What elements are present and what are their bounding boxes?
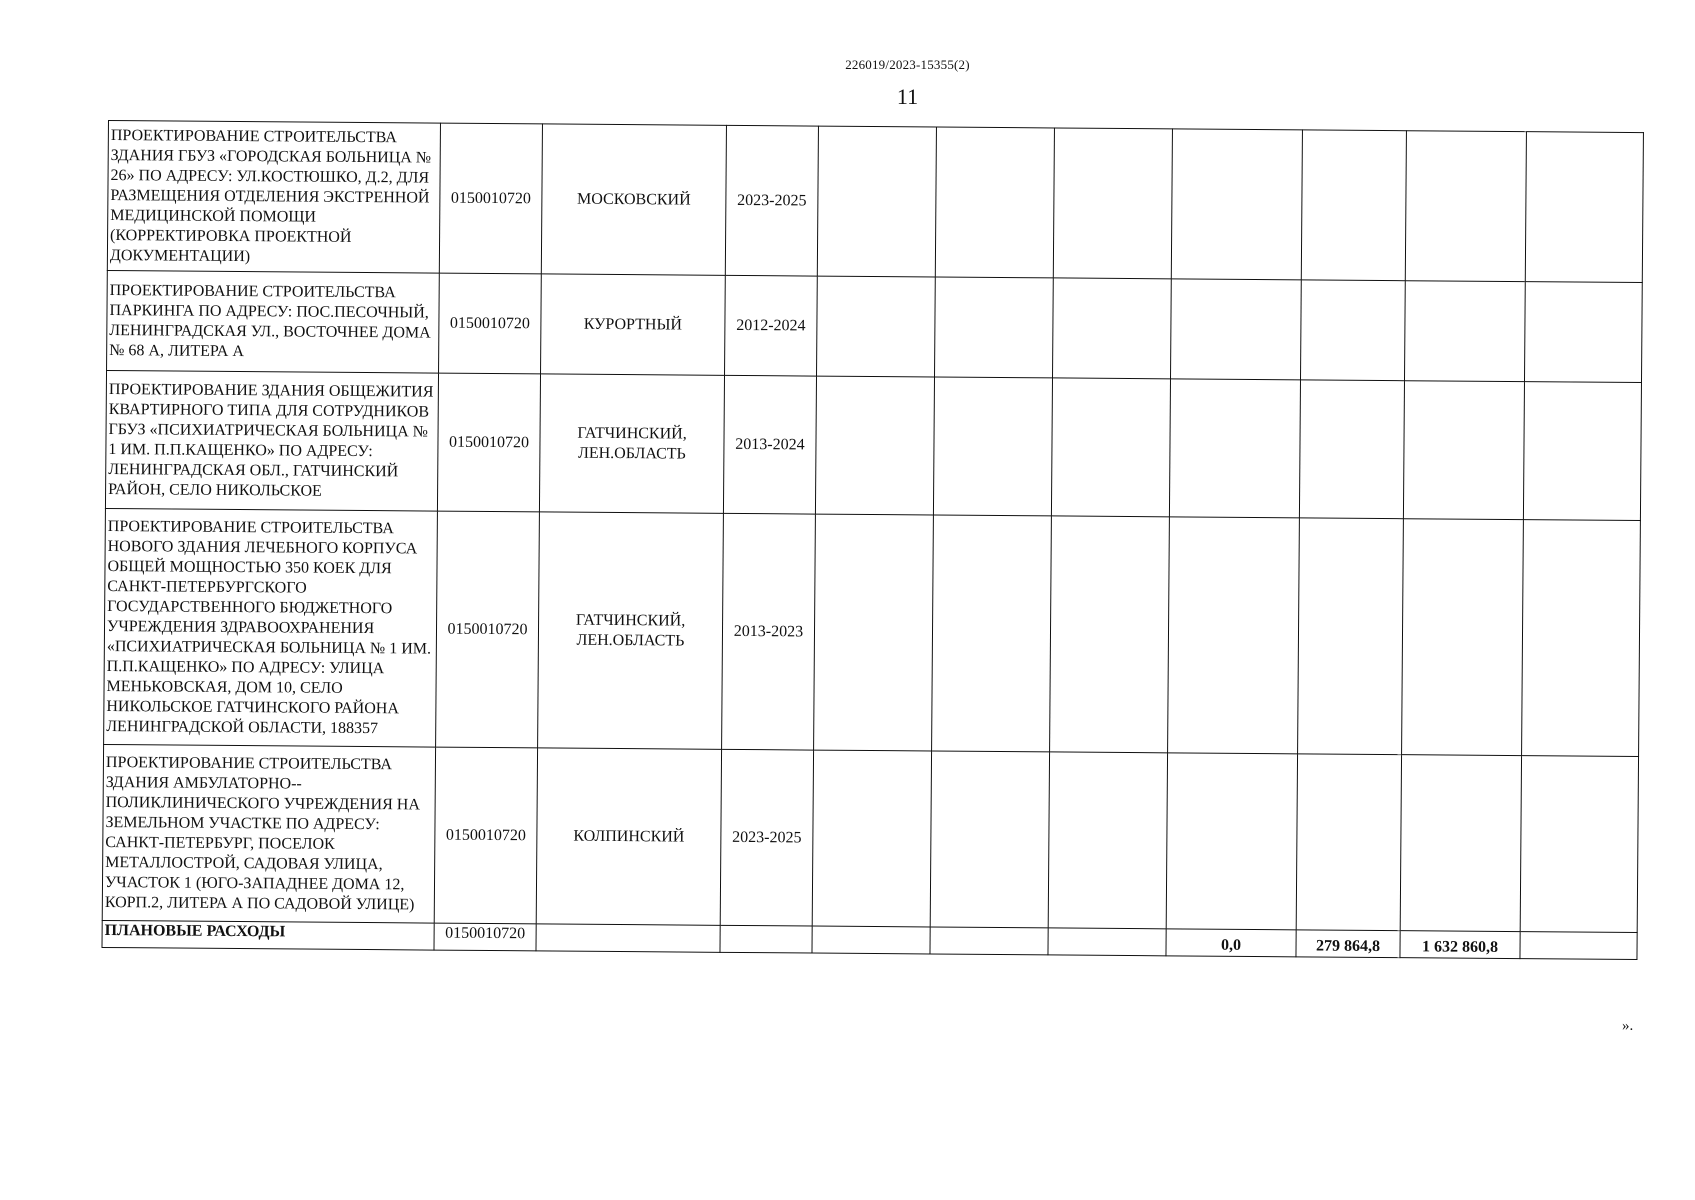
years: 2023-2025 bbox=[720, 749, 813, 926]
empty-cell bbox=[1170, 279, 1301, 380]
budget-code: 0150010720 bbox=[439, 123, 542, 274]
empty-cell bbox=[1523, 382, 1641, 521]
empty-cell bbox=[1299, 380, 1404, 519]
total-value-a: 0,0 bbox=[1166, 929, 1296, 957]
object-name: ПРОЕКТИРОВАНИЕ СТРОИТЕЛЬСТВА ЗДАНИЯ АМБУЛАТОРНО-- ПОЛИКЛИНИЧЕСКОГО УЧРЕЖДЕНИЯ НА ЗЕМЕЛЬНОМ УЧАСТКЕ ПО АДРЕСУ: САНКТ-ПЕТЕРБУРГ, ПОСЕЛОК МЕТАЛЛОСТРОЙ, САДОВАЯ УЛИЦА, УЧАСТОК 1 (ЮГО-ЗАПАДНЕЕ ДОМА 12, КОРП.2, ЛИТЕРА А ПО САДОВОЙ УЛИЦЕ) bbox=[102, 744, 435, 923]
empty-cell bbox=[1524, 282, 1642, 383]
total-label: ПЛАНОВЫЕ РАСХОДЫ bbox=[102, 920, 434, 950]
empty-cell bbox=[1048, 928, 1166, 956]
empty-cell bbox=[1400, 755, 1521, 932]
table-row bbox=[105, 370, 1641, 520]
district: КУРОРТНЫЙ bbox=[541, 274, 726, 375]
object-name: ПРОЕКТИРОВАНИЕ СТРОИТЕЛЬСТВА НОВОГО ЗДАНИЯ ЛЕЧЕБНОГО КОРПУСА ОБЩЕЙ МОЩНОСТЬЮ 350 КОЕК ДЛЯ САНКТ-ПЕТЕРБУРГСКОГО ГОСУДАРСТВЕННОГО БЮДЖЕТНОГО УЧРЕЖДЕНИЯ ЗДРАВООХРАНЕНИЯ «ПСИХИАТРИЧЕСКАЯ БОЛЬНИЦА № 1 ИМ. П.П.КАЩЕНКО» ПО АДРЕСУ: УЛИЦА МЕНЬКОВСКАЯ, ДОМ 10, СЕЛО НИКОЛЬСКОЕ ГАТЧИНСКОГО РАЙОНА ЛЕНИНГРАДСКОЙ ОБЛАСТИ, 188357 bbox=[104, 508, 438, 747]
empty-cell bbox=[1168, 517, 1300, 754]
empty-cell bbox=[1301, 130, 1406, 281]
empty-cell bbox=[1050, 516, 1170, 753]
page-number: 11 bbox=[896, 84, 919, 109]
budget-code: 0150010720 bbox=[439, 273, 542, 374]
closing-quote-mark: ». bbox=[1622, 1018, 1634, 1034]
table-row bbox=[107, 270, 1643, 382]
empty-cell bbox=[933, 377, 1052, 516]
empty-cell bbox=[1051, 378, 1170, 517]
district: КОЛПИНСКИЙ bbox=[536, 748, 721, 925]
empty-cell bbox=[1171, 129, 1302, 280]
empty-cell bbox=[932, 515, 1052, 752]
district: ГАТЧИНСКИЙ, ЛЕН.ОБЛАСТЬ bbox=[539, 374, 724, 513]
object-name: ПРОЕКТИРОВАНИЕ СТРОИТЕЛЬСТВА ЗДАНИЯ ГБУЗ «ГОРОДСКАЯ БОЛЬНИЦА № 26» ПО АДРЕСУ: УЛ.КОСТЮШКО, Д.2, ДЛЯ РАЗМЕЩЕНИЯ ОТДЕЛЕНИЯ ЭКСТРЕННОЙ МЕДИЦИНСКОЙ ПОМОЩИ (КОРРЕКТИРОВКА ПРОЕКТНОЙ ДОКУМЕНТАЦИИ) bbox=[107, 121, 440, 274]
empty-cell bbox=[935, 127, 1054, 278]
empty-cell bbox=[817, 276, 936, 377]
total-budget-code: 0150010720 bbox=[434, 923, 536, 951]
empty-cell bbox=[1525, 132, 1643, 283]
empty-cell bbox=[1053, 278, 1172, 379]
budget-code: 0150010720 bbox=[437, 373, 540, 512]
empty-cell bbox=[1298, 518, 1404, 755]
empty-cell bbox=[1296, 754, 1401, 931]
empty-cell bbox=[1520, 756, 1638, 933]
empty-cell bbox=[930, 927, 1048, 955]
empty-cell bbox=[1048, 752, 1167, 929]
empty-cell bbox=[1053, 128, 1172, 279]
document-id: 226019/2023-15355(2) bbox=[845, 57, 970, 72]
empty-cell bbox=[1404, 281, 1525, 382]
empty-cell bbox=[935, 277, 1054, 378]
empty-cell bbox=[812, 750, 931, 927]
empty-cell bbox=[1166, 753, 1297, 930]
empty-cell bbox=[536, 924, 720, 952]
budget-code: 0150010720 bbox=[436, 511, 540, 748]
total-value-c: 1 632 860,8 bbox=[1400, 931, 1520, 959]
object-name: ПРОЕКТИРОВАНИЕ СТРОИТЕЛЬСТВА ПАРКИНГА ПО АДРЕСУ: ПОС.ПЕСОЧНЫЙ, ЛЕНИНГРАДСКАЯ УЛ., ВОСТОЧНЕЕ ДОМА № 68 А, ЛИТЕРА А bbox=[107, 270, 440, 373]
total-value-b: 279 864,8 bbox=[1296, 930, 1400, 958]
years: 2012-2024 bbox=[725, 275, 818, 376]
empty-cell bbox=[1520, 932, 1637, 960]
object-name: ПРОЕКТИРОВАНИЕ ЗДАНИЯ ОБЩЕЖИТИЯ КВАРТИРНОГО ТИПА ДЛЯ СОТРУДНИКОВ ГБУЗ «ПСИХИАТРИЧЕСКАЯ БОЛЬНИЦА № 1 ИМ. П.П.КАЩЕНКО» ПО АДРЕСУ: ЛЕНИНГРАДСКАЯ ОБЛ., ГАТЧИНСКИЙ РАЙОН, СЕЛО НИКОЛЬСКОЕ bbox=[105, 370, 438, 511]
years: 2013-2024 bbox=[723, 375, 816, 514]
district: ГАТЧИНСКИЙ, ЛЕН.ОБЛАСТЬ bbox=[538, 512, 724, 749]
empty-cell bbox=[815, 376, 934, 515]
table-row bbox=[102, 744, 1638, 932]
empty-cell bbox=[1403, 381, 1524, 520]
table-row bbox=[107, 121, 1643, 283]
years: 2013-2023 bbox=[722, 513, 816, 750]
empty-cell bbox=[814, 514, 934, 751]
empty-cell bbox=[720, 925, 812, 953]
empty-cell bbox=[1300, 280, 1405, 381]
budget-table bbox=[101, 120, 1643, 960]
empty-cell bbox=[1402, 519, 1524, 756]
years: 2023-2025 bbox=[725, 125, 818, 276]
budget-table-sheet bbox=[101, 120, 1643, 960]
empty-cell bbox=[1169, 379, 1300, 518]
empty-cell bbox=[812, 926, 930, 954]
table-row bbox=[104, 508, 1641, 756]
empty-cell bbox=[1522, 520, 1641, 757]
empty-cell bbox=[1405, 131, 1526, 282]
empty-cell bbox=[930, 751, 1049, 928]
budget-code: 0150010720 bbox=[434, 747, 537, 924]
district: МОСКОВСКИЙ bbox=[541, 124, 726, 275]
empty-cell bbox=[817, 126, 936, 277]
